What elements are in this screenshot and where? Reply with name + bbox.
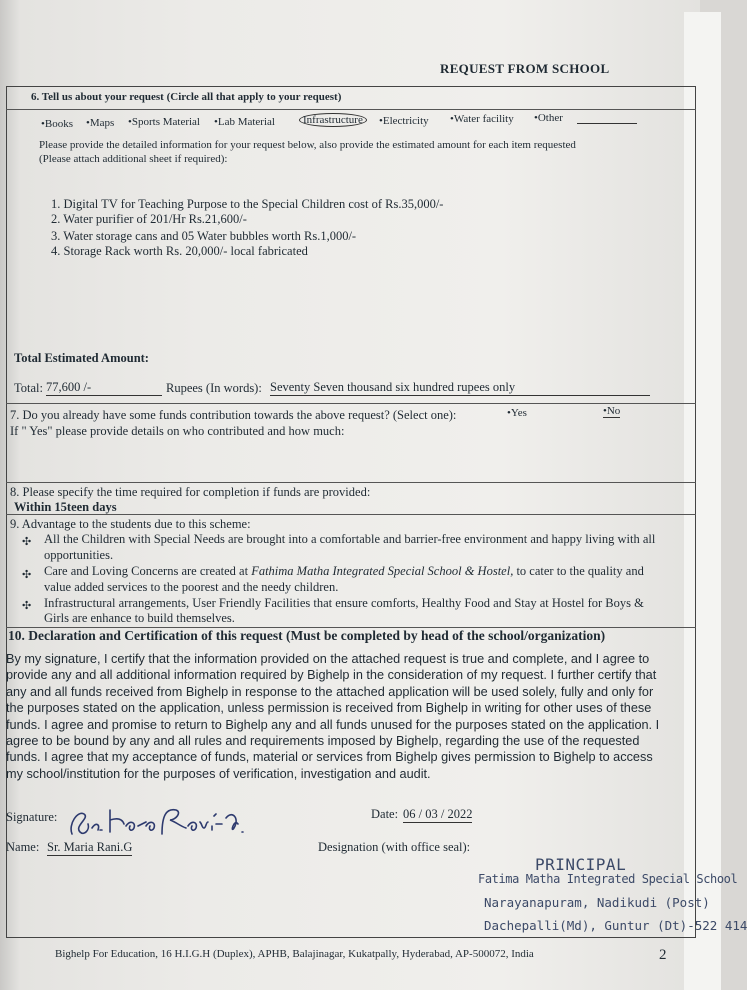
words-label: Rupees (In words):: [166, 381, 262, 395]
date-label: Date:: [371, 807, 399, 821]
divider: [6, 403, 696, 404]
option-no: •No: [603, 405, 621, 417]
option-water-facility: •Water facility: [450, 113, 514, 125]
bullet-icon: ✣: [22, 536, 32, 548]
request-item: 1. Digital TV for Teaching Purpose to the Special Children cost of Rs.35,000/-: [51, 197, 444, 211]
option-infrastructure: Infrastructure: [299, 113, 367, 127]
option-sports-material: •Sports Material: [128, 116, 200, 128]
handwritten-signature: [66, 804, 246, 840]
declaration-line: provide any and all additional information required by Bighelp in the consideration of my request. I further certify that: [6, 668, 657, 683]
other-blank-line: [577, 123, 637, 124]
section8-question: 8. Please specify the time required for completion if funds are provided:: [10, 485, 371, 499]
declaration-line: my school/institution for the purposes of verification, investigation and audit.: [6, 766, 431, 781]
declaration-line: any and all funds received from Bighelp in response to the attached application will be used solely, fully and only for: [6, 684, 654, 699]
date-value: 06 / 03 / 2022: [403, 807, 473, 821]
total-value: 77,600 /-: [46, 380, 162, 396]
declaration-line: funds. I agree that my acceptance of funds, material or services from Bighelp gives permission to Bighelp to access: [6, 750, 653, 765]
request-item: 4. Storage Rack worth Rs. 20,000/- local fabricated: [51, 244, 308, 258]
section6-question: 6. Tell us about your request (Circle all that apply to your request): [31, 91, 342, 103]
declaration-line: funds. I agree and promise to return to Bighelp any and all funds unused for the purposes stated on the application. I: [6, 717, 660, 732]
option-lab-material: •Lab Material: [214, 116, 275, 128]
words-value: Seventy Seven thousand six hundred rupees only: [270, 380, 650, 396]
option-yes: •Yes: [507, 407, 527, 419]
footer-address: Bighelp For Education, 16 H.I.G.H (Duplex), APHB, Balajinagar, Kukatpally, Hyderabad, AP-500072, India: [55, 948, 534, 960]
advantage-line: Care and Loving Concerns are created at Fathima Matha Integrated Special School & Hostel, to cater to the quality and: [44, 564, 644, 578]
option-infrastructure-circled: [299, 114, 367, 126]
stamp-school-name: Fatima Matha Integrated Special School: [478, 872, 738, 886]
request-item: 3. Water storage cans and 05 Water bubbles worth Rs.1,000/-: [51, 229, 357, 243]
name-label: Name:: [6, 840, 40, 854]
bullet-icon: ✣: [22, 569, 32, 581]
stamp-address-line: Dachepalli(Md), Guntur (Dt)-522 414: [484, 918, 747, 933]
option-maps: •Maps: [86, 117, 115, 129]
section10-heading: 10. Declaration and Certification of this request (Must be completed by head of the school/organization): [8, 628, 606, 643]
advantage-line: Girls are enhance to build themselves.: [44, 611, 235, 625]
page-title: REQUEST FROM SCHOOL: [440, 61, 610, 76]
bullet-icon: ✣: [22, 600, 32, 612]
option-other: •Other: [534, 112, 563, 124]
total-label: Total:: [14, 381, 43, 395]
signature-label: Signature:: [6, 810, 58, 824]
divider: [6, 482, 696, 483]
declaration-line: agree to be bound by any and all rules and requirements imposed by Bighelp, regarding the use of the requested: [6, 734, 640, 749]
name-value: Sr. Maria Rani.G: [47, 840, 133, 854]
page-number: 2: [659, 947, 667, 963]
designation-label: Designation (with office seal):: [318, 840, 471, 854]
section7-question: 7. Do you already have some funds contribution towards the above request? (Select one):: [10, 408, 457, 422]
declaration-text: [6, 651, 702, 782]
instruction-line-2: (Please attach additional sheet if required):: [39, 153, 228, 165]
option-electricity: •Electricity: [379, 115, 429, 127]
advantage-line: All the Children with Special Needs are brought into a comfortable and barrier-free environment and happy living with all: [44, 532, 656, 546]
advantage-line: value added services to the poorest and the needy children.: [44, 580, 339, 594]
stamp-address-line: Narayanapuram, Nadikudi (Post): [484, 895, 710, 910]
section7-followup: If " Yes" please provide details on who contributed and how much:: [10, 424, 345, 438]
divider: [6, 109, 696, 110]
option-books: •Books: [41, 118, 73, 130]
advantage-line: opportunities.: [44, 548, 114, 562]
total-heading: Total Estimated Amount:: [14, 351, 149, 365]
section8-answer: Within 15teen days: [14, 500, 117, 514]
declaration-line: By my signature, I certify that the information provided on the attached request is true and complete, and I agree to: [6, 652, 650, 666]
stamp-principal: PRINCIPAL: [535, 855, 627, 874]
instruction-line-1: Please provide the detailed information for your request below, also provide the estimated amount for each item requested: [39, 139, 576, 151]
advantage-line: Infrastructural arrangements, User Friendly Facilities that ensure comforts, Healthy Food and Stay at Hostel for Boys &: [44, 596, 644, 610]
section9-question: 9. Advantage to the students due to this scheme:: [10, 517, 251, 531]
request-item: 2. Water purifier of 201/Hr Rs.21,600/-: [51, 212, 247, 226]
declaration-line: the purposes stated on the application, unless permission is received from Bighelp in writing for other uses of these: [6, 701, 652, 716]
